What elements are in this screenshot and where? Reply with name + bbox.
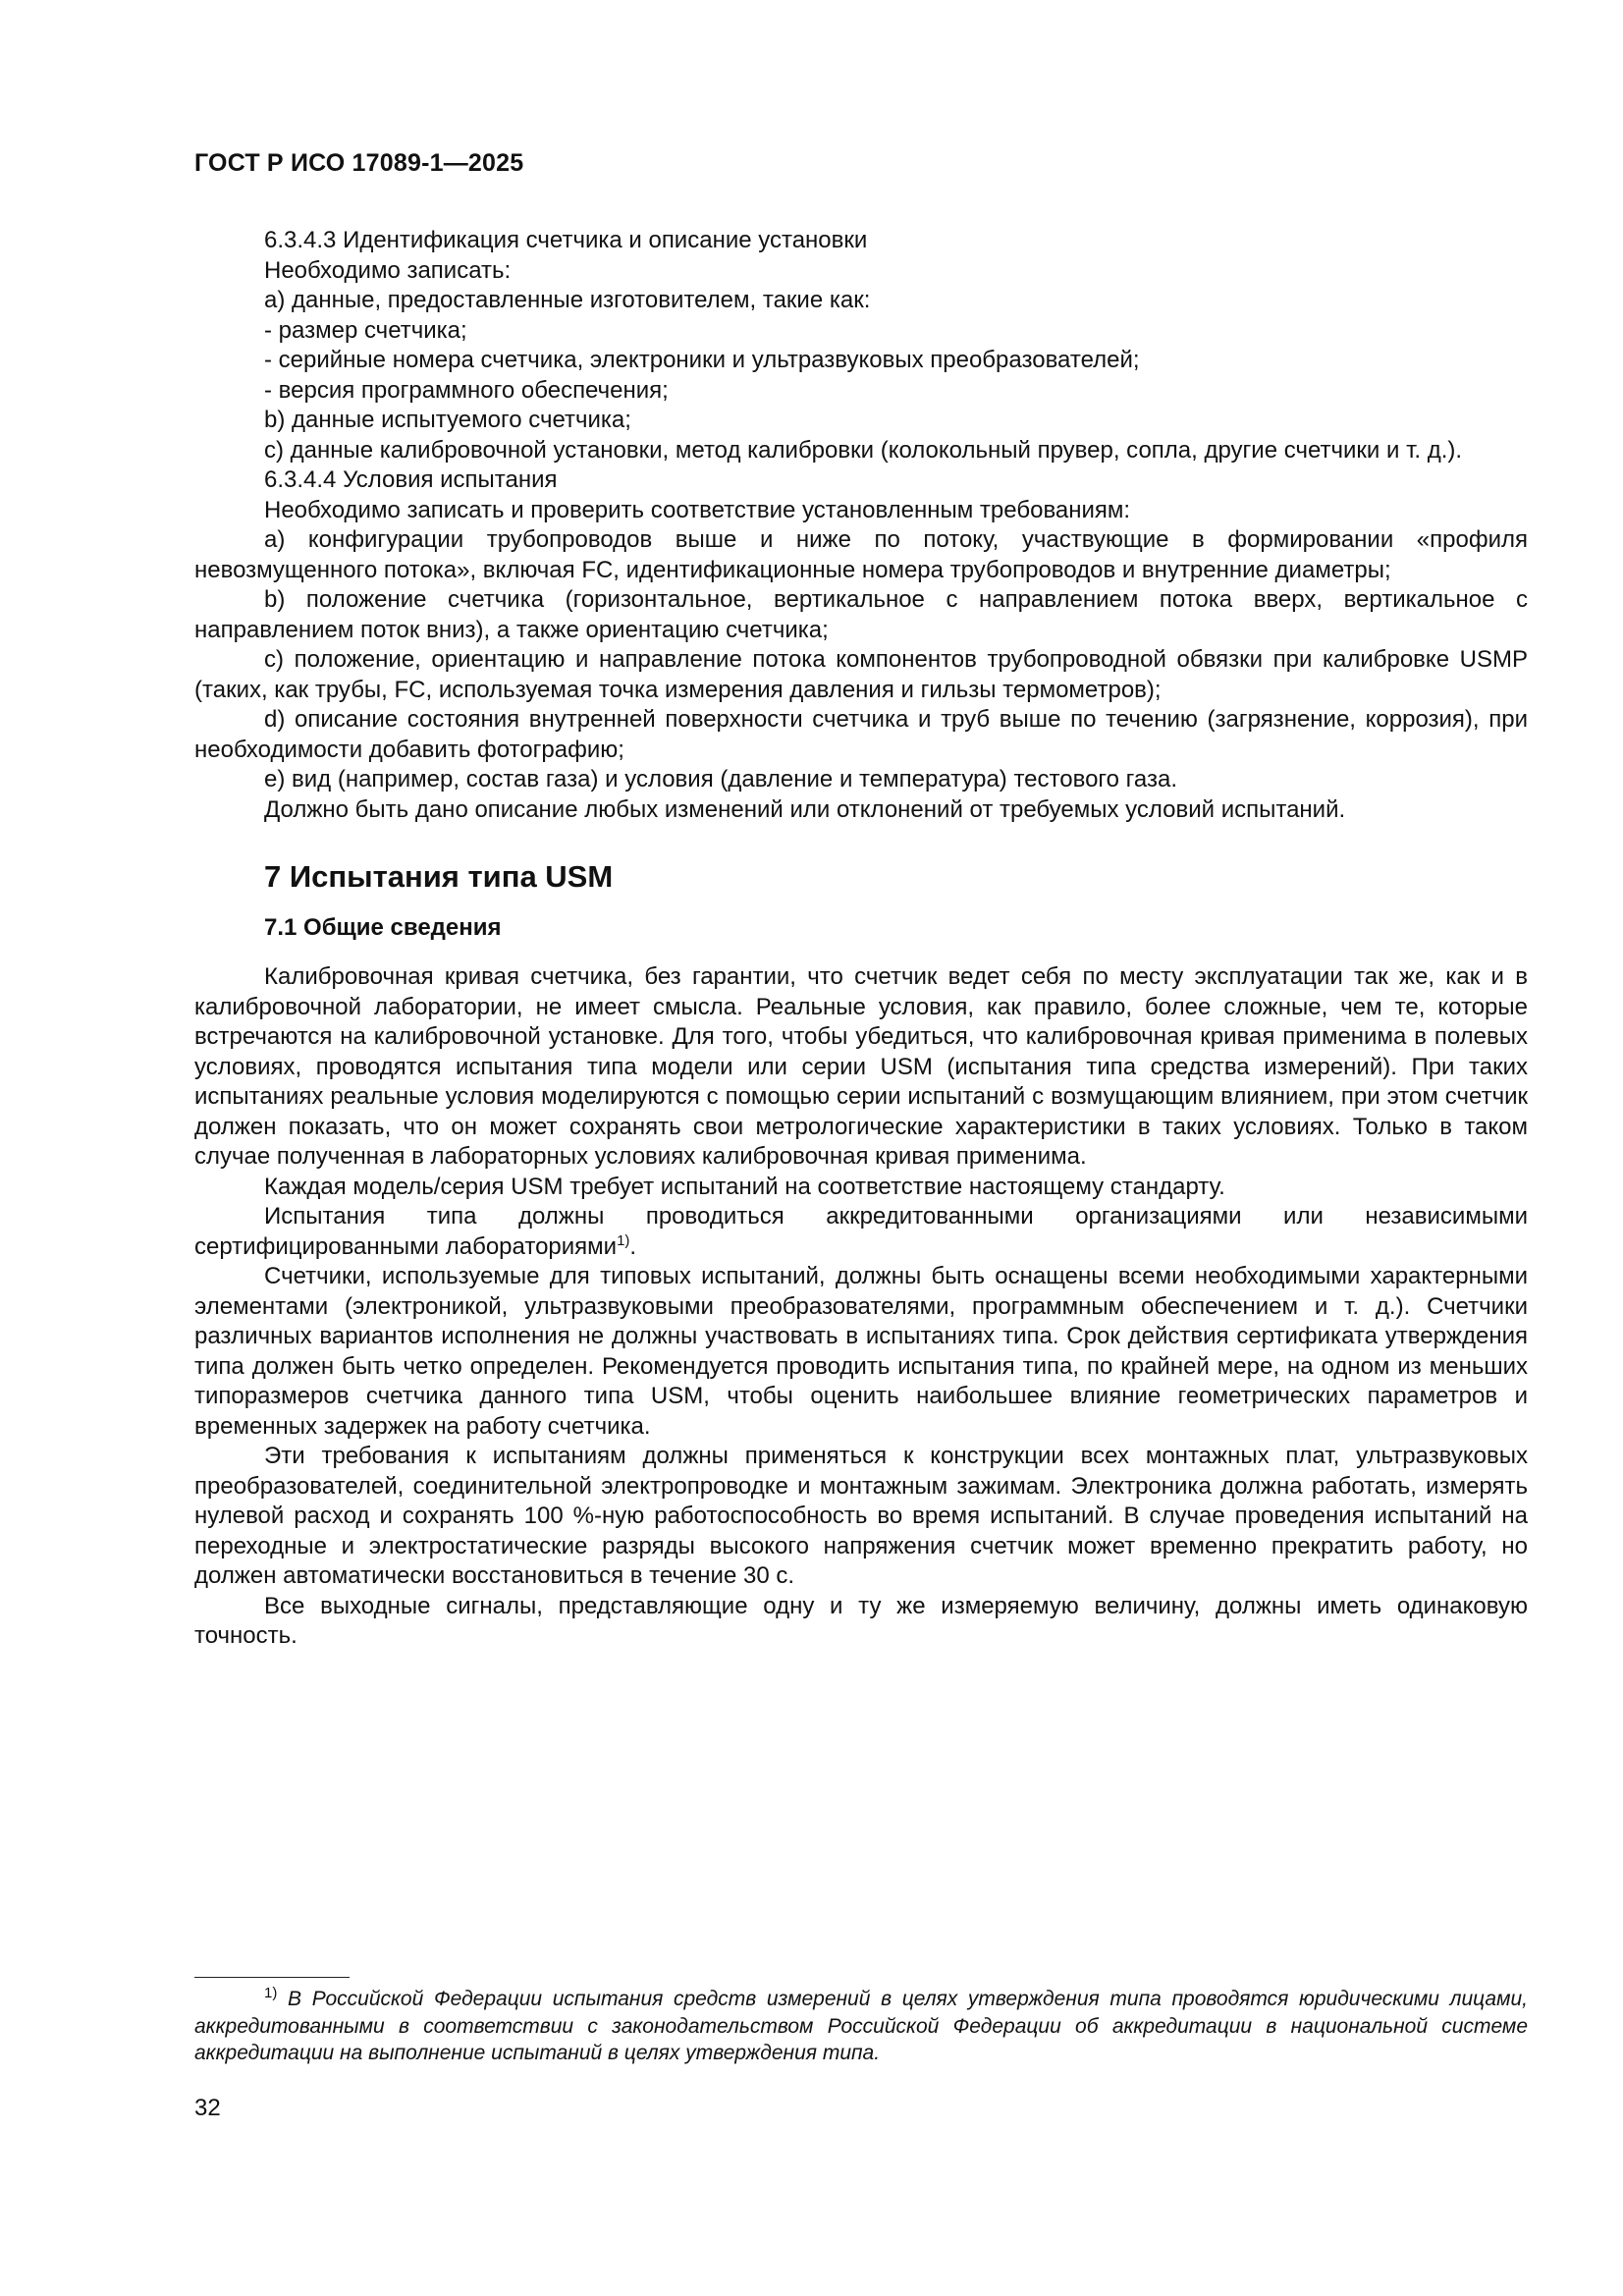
paragraph: - версия программного обеспечения;	[264, 376, 669, 404]
paragraph: a) конфигурации трубопроводов выше и ниже по потоку, участвующие в формировании «профиля невозмущенного потока», включая FC, идентификационные номера трубопроводов и внутренние диаметры;	[194, 526, 1528, 583]
paragraph: b) положение счетчика (горизонтальное, вертикальное с направлением потока вверх, вертикальное с направлением поток вниз), а также ориентацию счетчика;	[194, 586, 1528, 643]
paragraph: - размер счетчика;	[264, 316, 467, 344]
footnote-text: В Российской Федерации испытания средств измерений в целях утверждения типа проводятся юридическими лицами, аккредитованными в соответствии с законодательством Российской Федерации об аккредитации в национальной системе аккредитации на выполнение испытаний в целях утверждения типа.	[194, 1988, 1528, 2064]
paragraph: c) положение, ориентацию и направление потока компонентов трубопроводной обвязки при калибровке USMP (таких, как трубы, FC, используемая точка измерения давления и гильзы термометров);	[194, 646, 1528, 703]
paragraph: c) данные калибровочной установки, метод калибровки (колокольный прувер, сопла, другие счетчики и т. д.).	[264, 436, 1463, 464]
paragraph-text: Испытания типа должны проводиться аккредитованными организациями или независимыми сертифицированными лабораториями	[194, 1203, 1528, 1260]
paragraph: b) данные испытуемого счетчика;	[264, 407, 631, 433]
page-number: 32	[194, 2095, 221, 2121]
paragraph: Счетчики, используемые для типовых испытаний, должны быть оснащены всеми необходимыми характерными элементами (электроникой, ультразвуковыми преобразователями, программным обеспечением и т. д.). Счетчики различных вариантов исполнения не должны участвовать в испытаниях типа. Срок действия сертификата утверждения типа должен быть четко определен. Рекомендуется проводить испытания типа, по крайней мере, на одном из меньших типоразмеров счетчика данного типа USM, чтобы оценить наибольшее влияние геометрических параметров и временных задержек на работу счетчика.	[194, 1263, 1528, 1440]
subsection-heading: 7.1 Общие сведения	[264, 914, 502, 941]
paragraph: Должно быть дано описание любых изменений или отклонений от требуемых условий испытаний.	[264, 795, 1346, 823]
footnote-reference[interactable]: 1)	[617, 1231, 630, 1249]
paragraph-accredited	[194, 1202, 1528, 1262]
main-text	[194, 226, 1528, 1652]
paragraph-tail: .	[629, 1232, 637, 1260]
document-header: ГОСТ Р ИСО 17089-1—2025	[194, 149, 524, 177]
paragraph: Калибровочная кривая счетчика, без гарантии, что счетчик ведет себя по месту эксплуатации так же, как и в калибровочной лаборатории, не имеет смысла. Реальные условия, как правило, более сложные, чем те, которые встречаются на калибровочной установке. Для того, чтобы убедиться, что калибровочная кривая применима в полевых условиях, проводятся испытания типа модели или серии USM (испытания типа средства измерений). При таких испытаниях реальные условия моделируются с помощью серии испытаний с возмущающим влиянием, при этом счетчик должен показать, что он может сохранять свои метрологические характеристики в таких условиях. Только в таком случае полученная в лабораторных условиях калибровочная кривая применима.	[194, 963, 1528, 1170]
paragraph: Необходимо записать и проверить соответствие установленным требованиям:	[264, 496, 1131, 523]
paragraph: d) описание состояния внутренней поверхности счетчика и труб выше по течению (загрязнение, коррозия), при необходимости добавить фотографию;	[194, 706, 1528, 763]
paragraph: Необходимо записать:	[264, 256, 512, 284]
paragraph: 6.3.4.4 Условия испытания	[264, 466, 558, 493]
paragraph: Эти требования к испытаниям должны применяться к конструкции всех монтажных плат, ультразвуковых преобразователей, соединительной электропроводке и монтажным зажимам. Электроника должна работать, измерять нулевой расход и сохранять 100 %-ную работоспособность во время испытаний. В случае проведения испытаний на переходные и электростатические разряды высокого напряжения счетчик может временно прекратить работу, но должен автоматически восстановиться в течение 30 с.	[194, 1443, 1528, 1589]
footnote-divider	[194, 1977, 350, 1978]
paragraph: Каждая модель/серия USM требует испытаний на соответствие настоящему стандарту.	[264, 1173, 1225, 1200]
paragraph: 6.3.4.3 Идентификация счетчика и описание установки	[264, 227, 868, 253]
paragraph: - серийные номера счетчика, электроники и ультразвуковых преобразователей;	[264, 347, 1140, 373]
section-heading: 7 Испытания типа USM	[264, 859, 614, 894]
paragraph: e) вид (например, состав газа) и условия (давление и температура) тестового газа.	[264, 766, 1177, 793]
footnote-paragraph	[194, 1986, 1528, 2067]
paragraph: Все выходные сигналы, представляющие одну и ту же измеряемую величину, должны иметь одинаковую точность.	[194, 1592, 1528, 1649]
paragraph: a) данные, предоставленные изготовителем, такие как:	[264, 287, 871, 313]
footnote	[194, 1986, 1528, 2067]
footnote-mark: 1)	[264, 1985, 278, 2001]
